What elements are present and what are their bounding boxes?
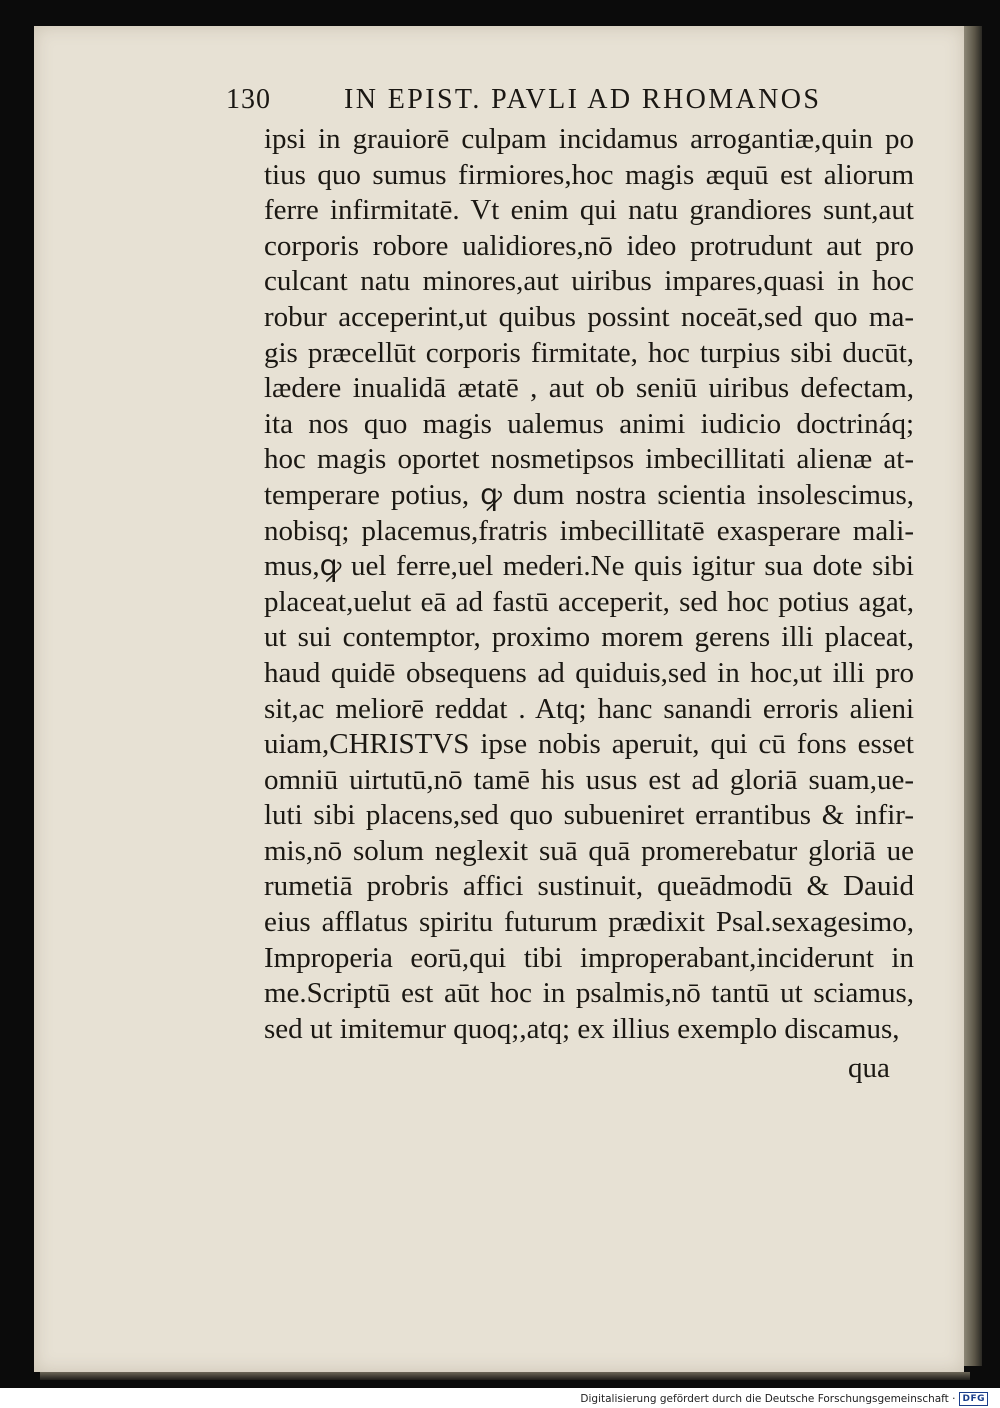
text-line: tius quo sumus firmiores,hoc magis æquū est aliorum xyxy=(264,158,914,191)
page-edge-bottom xyxy=(40,1372,970,1380)
text-line: sed ut imitemur quoq;,atq; ex illius exemplo discamus, xyxy=(264,1012,900,1045)
text-line: eius afflatus spiritu futurum prædixit Psal.sexagesimo, xyxy=(264,906,914,939)
text-line: placeat,uelut eā ad fastū acceperit, sed hoc potius agat, xyxy=(264,585,914,618)
text-line: me.Scriptū est aūt hoc in psalmis,nō tantū ut sciamus, xyxy=(264,977,914,1010)
text-line: mis,nō solum neglexit suā quā promerebatur gloriā ue xyxy=(264,834,914,867)
text-line: sit,ac meliorē reddat . Atq; hanc sanandi erroris alieni xyxy=(264,692,914,725)
digitization-credit xyxy=(580,1391,988,1407)
text-line: ita nos quo magis ualemus animi iudicio doctrináq; xyxy=(264,407,914,440)
text-line: nobisq; placemus,fratris imbecillitatē exasperare mali- xyxy=(264,514,914,547)
text-line: uiam,CHRISTVS ipse nobis aperuit, qui cū fons esset xyxy=(264,728,914,761)
text-line: ut sui contemptor, proximo morem gerens illi placeat, xyxy=(264,621,914,654)
page-number: 130 xyxy=(226,84,271,115)
text-line: ferre infirmitatē. Vt enim qui natu grandiores sunt,aut xyxy=(264,194,914,227)
catchword: qua xyxy=(848,1052,890,1084)
body-text xyxy=(264,122,914,1047)
text-line: temperare potius, ꝙ dum nostra scientia insolescimus, xyxy=(264,478,914,511)
text-line: Improperia eorū,qui tibi improperabant,inciderunt in xyxy=(264,941,914,974)
text-line: rumetiā probris affici sustinuit, queādmodū & Dauid xyxy=(264,870,914,903)
text-line: mus,ꝙ uel ferre,uel mederi.Ne quis igitur sua dote sibi xyxy=(264,550,914,583)
running-head: IN EPIST. PAVLI AD RHOMANOS xyxy=(344,84,822,115)
text-line: haud quidē obsequens ad quiduis,sed in hoc,ut illi pro xyxy=(264,656,914,689)
text-line: omniū uirtutū,nō tamē his usus est ad gloriā suam,ue- xyxy=(264,763,914,796)
text-line: ipsi in grauiorē culpam incidamus arrogantiæ,quin po xyxy=(264,123,914,155)
text-line: corporis robore ualidiores,nō ideo protrudunt aut pro xyxy=(264,229,914,262)
page-header xyxy=(226,84,866,124)
text-line: luti sibi placens,sed quo subueniret errantibus & infir- xyxy=(264,799,914,832)
text-line: hoc magis oportet nosmetipsos imbecillitati alienæ at- xyxy=(264,443,914,476)
page-edge-right xyxy=(964,26,982,1366)
text-line: gis præcellūt corporis firmitate, hoc turpius sibi ducūt, xyxy=(264,336,914,369)
text-line: robur acceperint,ut quibus possint noceāt,sed quo ma- xyxy=(264,300,914,333)
credit-text: Digitalisierung gefördert durch die Deutsche Forschungsgemeinschaft · xyxy=(580,1393,956,1405)
text-line: culcant natu minores,aut uiribus impares,quasi in hoc xyxy=(264,265,914,298)
text-line: lædere inualidā ætatē , aut ob seniū uiribus defectam, xyxy=(264,372,914,405)
dfg-logo: DFG xyxy=(959,1392,988,1406)
